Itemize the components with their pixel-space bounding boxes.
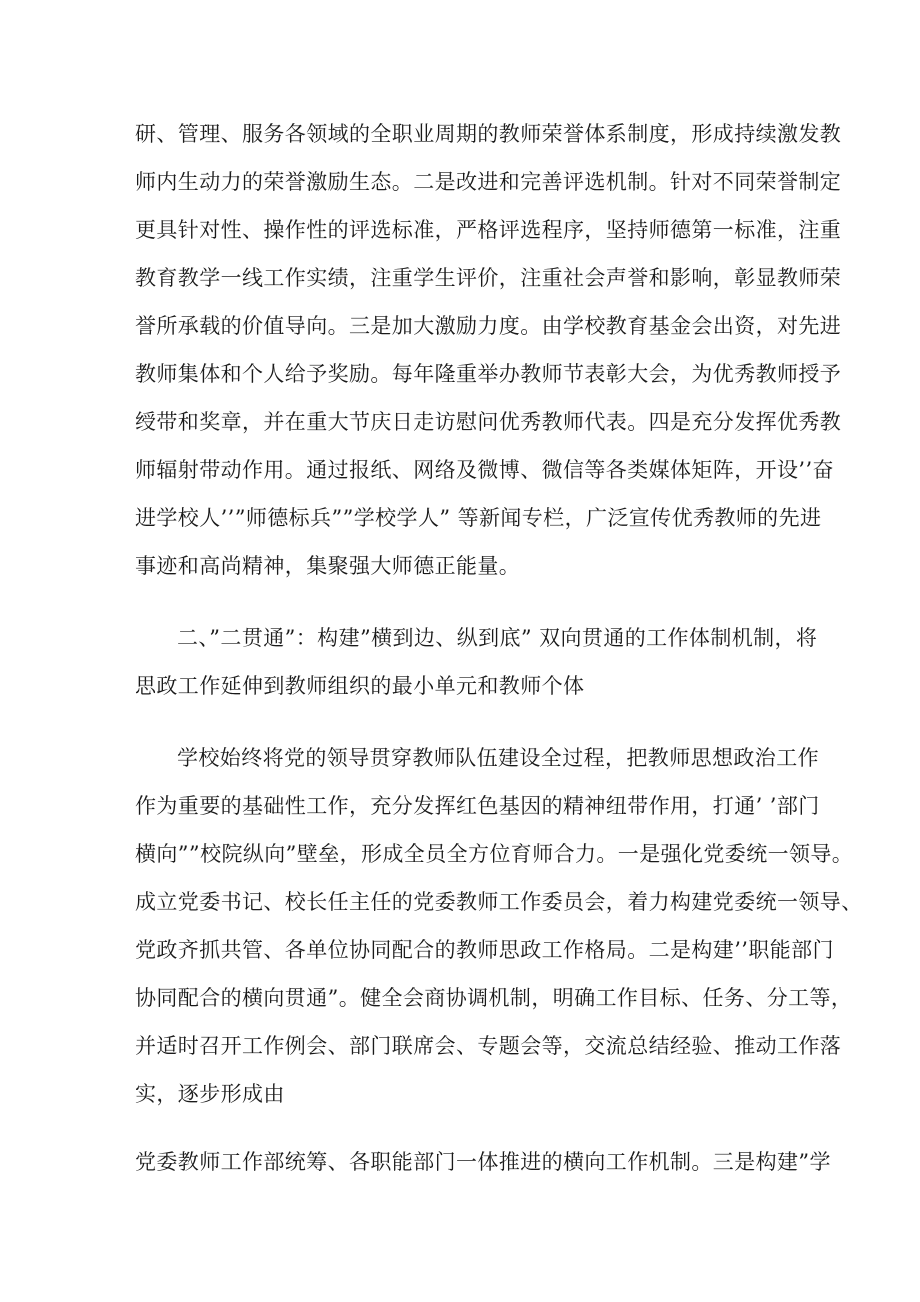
text-line: 横向””校院纵向”壁垒，形成全员全方位育师合力。一是强化党委统一领导。 (135, 842, 854, 866)
text-line: 更具针对性、操作性的评选标准，严格评选程序，坚持师德第一标准，注重 (135, 218, 842, 242)
text-line: 教师集体和个人给予奖励。每年隆重举办教师节表彰大会，为优秀教师授予 (135, 362, 842, 386)
text-line: 实，逐步形成由 (135, 1082, 285, 1106)
text-line: 协同配合的横向贯通”。健全会商协调机制，明确工作目标、任务、分工等， (135, 986, 853, 1010)
text-line: 并适时召开工作例会、部门联席会、专题会等，交流总结经验、推动工作落 (135, 1034, 842, 1058)
text-line: 事迹和高尚精神，集聚强大师德正能量。 (135, 554, 521, 578)
text-line: 师辐射带动作用。通过报纸、网络及微博、微信等各类媒体矩阵，开设’’奋 (135, 458, 834, 482)
text-line: 成立党委书记、校长任主任的党委教师工作委员会，着力构建党委统一领导、 (135, 890, 863, 914)
text-line: 党政齐抓共管、各单位协同配合的教师思政工作格局。二是构建’’职能部门 (135, 938, 834, 962)
text-line: 党委教师工作部统筹、各职能部门一体推进的横向工作机制。三是构建”学 (135, 1150, 831, 1174)
section-heading-line: 思政工作延伸到教师组织的最小单元和教师个体 (135, 674, 585, 698)
text-line: 作为重要的基础性工作，充分发挥红色基因的精神纽带作用，打通’ ’部门 (135, 794, 820, 818)
text-line: 誉所承载的价值导向。三是加大激励力度。由学校教育基金会出资，对先进 (135, 314, 842, 338)
text-line: 绶带和奖章，并在重大节庆日走访慰问优秀教师代表。四是充分发挥优秀教 (135, 410, 842, 434)
text-line: 学校始终将党的领导贯穿教师队伍建设全过程，把教师思想政治工作 (177, 746, 819, 770)
text-line: 研、管理、服务各领域的全职业周期的教师荣誉体系制度，形成持续激发教 (135, 122, 842, 146)
text-line: 师内生动力的荣誉激励生态。二是改进和完善评选机制。针对不同荣誉制定 (135, 170, 842, 194)
text-line: 教育教学一线工作实绩，注重学生评价，注重社会声誉和影响，彰显教师荣 (135, 266, 842, 290)
text-line: 进学校人’’”师德标兵””学校学人” 等新闻专栏，广泛宣传优秀教师的先进 (135, 506, 822, 530)
section-heading-line: 二、”二贯通”：构建”横到边、纵到底” 双向贯通的工作体制机制，将 (177, 626, 818, 650)
